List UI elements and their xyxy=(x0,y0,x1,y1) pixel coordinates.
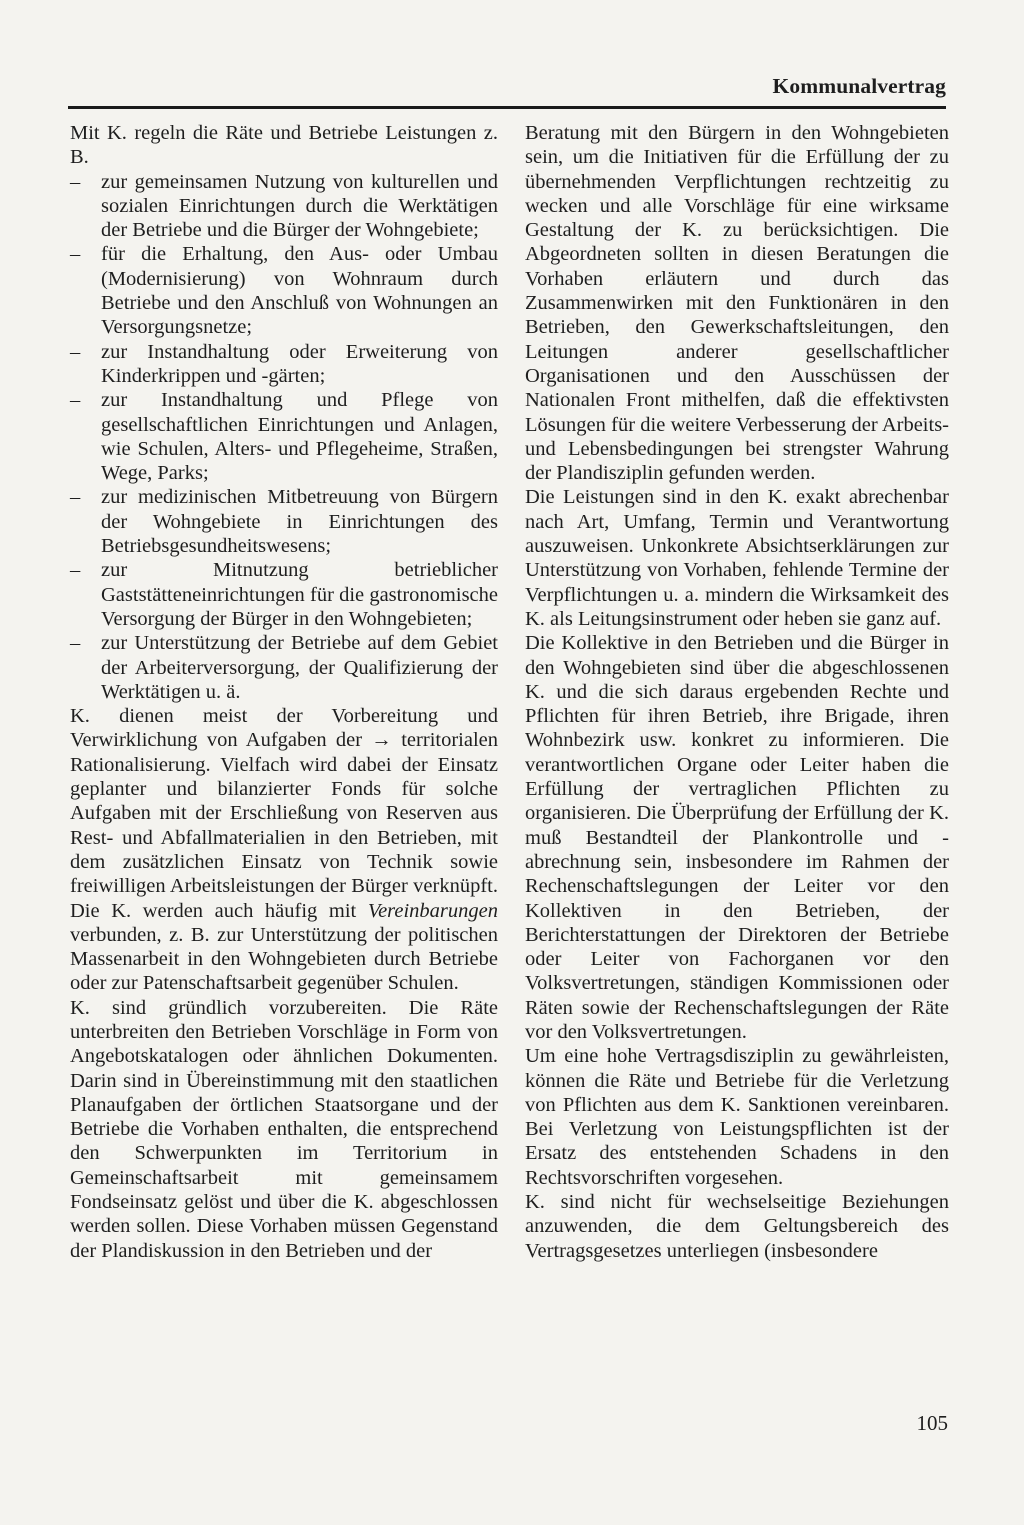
list-item: – zur Mitnutzung betrieblicher Gaststätteneinrichtungen für die gastronomische Versorgung der Bürger in den Wohngebieten; xyxy=(70,558,498,631)
list-item: – zur gemeinsamen Nutzung von kulturellen und sozialen Einrichtungen durch die Werktätigen der Betriebe und die Bürger der Wohngebiete; xyxy=(70,170,498,243)
list-item: – zur Instandhaltung und Pflege von gesellschaftlichen Einrichtungen und Anlagen, wie Schulen, Alters- und Pflegeheime, Straßen, Wege, Parks; xyxy=(70,388,498,485)
services-list xyxy=(70,170,498,705)
paragraph-sanctions: Um eine hohe Vertragsdisziplin zu gewährleisten, können die Räte und Betriebe für die Verletzung von Pflichten aus dem K. Sanktionen vereinbaren. Bei Verletzung von Leistungspflichten ist der Ersatz des entstehenden Schadens in den Rechtsvorschriften vorgesehen. xyxy=(525,1045,949,1189)
emphasis-term: Vereinbarungen xyxy=(367,899,498,922)
paragraph-services: Die Leistungen sind in den K. exakt abrechenbar nach Art, Umfang, Termin und Verantwortung auszuweisen. Unkonkrete Absichtserklärungen zur Unterstützung von Vorhaben, fehlende Termine der Verpflichtungen u. a. mindern die Wirksamkeit des K. als Leitungsinstrument oder heben sie ganz auf. xyxy=(525,486,949,630)
paragraph-consultation: Beratung mit den Bürgern in den Wohngebieten sein, um die Initiativen für die Erfüllung der zu übernehmenden Verpflichtungen rechtzeitig zu wecken und alle Vorschläge für eine wirksame Gestaltung der K. zu berücksichtigen. Die Abgeordneten sollten in diesen Beratungen die Vorhaben erläutern und durch das Zusammenwirken mit den Funktionären in den Betrieben, den Gewerkschaftsleitungen, den Leitungen anderer gesellschaftlicher Organisationen und den Ausschüssen der Nationalen Front mithelfen, daß die effektivsten Lösungen für die weitere Verbesserung der Arbeits- und Lebensbedingungen bei strengster Wahrung der Plandisziplin gefunden werden. xyxy=(525,122,949,485)
paragraph-preparation: K. sind gründlich vorzubereiten. Die Räte unterbreiten den Betrieben Vorschläge in Form von Angebotskatalogen oder ähnlichen Dokumenten. Darin sind in Übereinstimmung mit den staatlichen Planaufgaben der örtlichen Staatsorgane und der Betriebe die Vorhaben enthalten, die entsprechend den Schwerpunkten im Territorium in Gemeinschaftsarbeit mit gemeinsamem Fondseinsatz gelöst und über die K. abgeschlossen werden sollen. Diese Vorhaben müssen Gegenstand der Plandiskussion in den Betrieben und der xyxy=(70,996,498,1262)
page-number: 105 xyxy=(916,1411,948,1435)
intro-paragraph: Mit K. regeln die Räte und Betriebe Leistungen z. B. xyxy=(70,122,498,169)
list-item: – für die Erhaltung, den Aus- oder Umbau (Modernisierung) von Wohnraum durch Betriebe und den Anschluß von Wohnungen an Versorgungsnetze; xyxy=(70,242,498,339)
page-title: Kommunalvertrag xyxy=(772,74,946,98)
list-item: – zur Unterstützung der Betriebe auf dem Gebiet der Arbeiterversorgung, der Qualifizierung der Werktätigen u. ä. xyxy=(70,631,498,704)
list-item: – zur medizinischen Mitbetreuung von Bürgern der Wohngebiete in Einrichtungen des Betriebsgesundheitswesens; xyxy=(70,485,498,558)
paragraph-scope: K. sind nicht für wechselseitige Beziehungen anzuwenden, die dem Geltungsbereich des Vertragsgesetzes unterliegen (insbesondere xyxy=(525,1191,949,1262)
left-column xyxy=(70,121,498,1263)
paragraph-rationalisation xyxy=(70,704,498,996)
paragraph-collectives: Die Kollektive in den Betrieben und die Bürger in den Wohngebieten sind über die abgeschlossenen K. und die sich daraus ergebenden Rechte und Pflichten für ihren Betrieb, ihre Brigade, ihren Wohnbezirk usw. konkret zu informieren. Die verantwortlichen Organe oder Leiter haben die Erfüllung der vertraglichen Pflichten zu organisieren. Die Überprüfung der Erfüllung der K. muß Bestandteil der Plankontrolle und -abrechnung sein, insbesondere im Rahmen der Rechenschaftslegungen der Leiter vor den Kollektiven in den Betrieben, der Berichterstattungen der Direktoren der Betriebe oder Leiter von Fachorganen vor den Volksvertretungen, ständigen Kommissionen oder Räten sowie der Rechenschaftslegungen der Räte vor den Volksvertretungen. xyxy=(525,632,949,1043)
paragraph-text: K. dienen meist der Vorbereitung und Verwirklichung von Aufgaben der → territorialen Rationalisierung. Vielfach wird dabei der Einsatz geplanter und bilanzierter Fonds für solche Aufgaben mit der Erschließung von Reserven aus Rest- und Abfallmaterialien in den Betrieben, mit dem zusätzlichen Einsatz von Technik sowie freiwilligen Arbeitsleistungen der Bürger verknüpft. Die K. werden auch häufig mit xyxy=(70,705,498,922)
running-header xyxy=(68,68,946,109)
list-item: – zur Instandhaltung oder Erweiterung von Kinderkrippen und -gärten; xyxy=(70,340,498,389)
right-column xyxy=(525,121,949,1263)
paragraph-text: verbunden, z. B. zur Unterstützung der politischen Massenarbeit in den Wohngebieten durch Betriebe oder zur Patenschaftsarbeit gegenüber Schulen. xyxy=(70,923,498,995)
